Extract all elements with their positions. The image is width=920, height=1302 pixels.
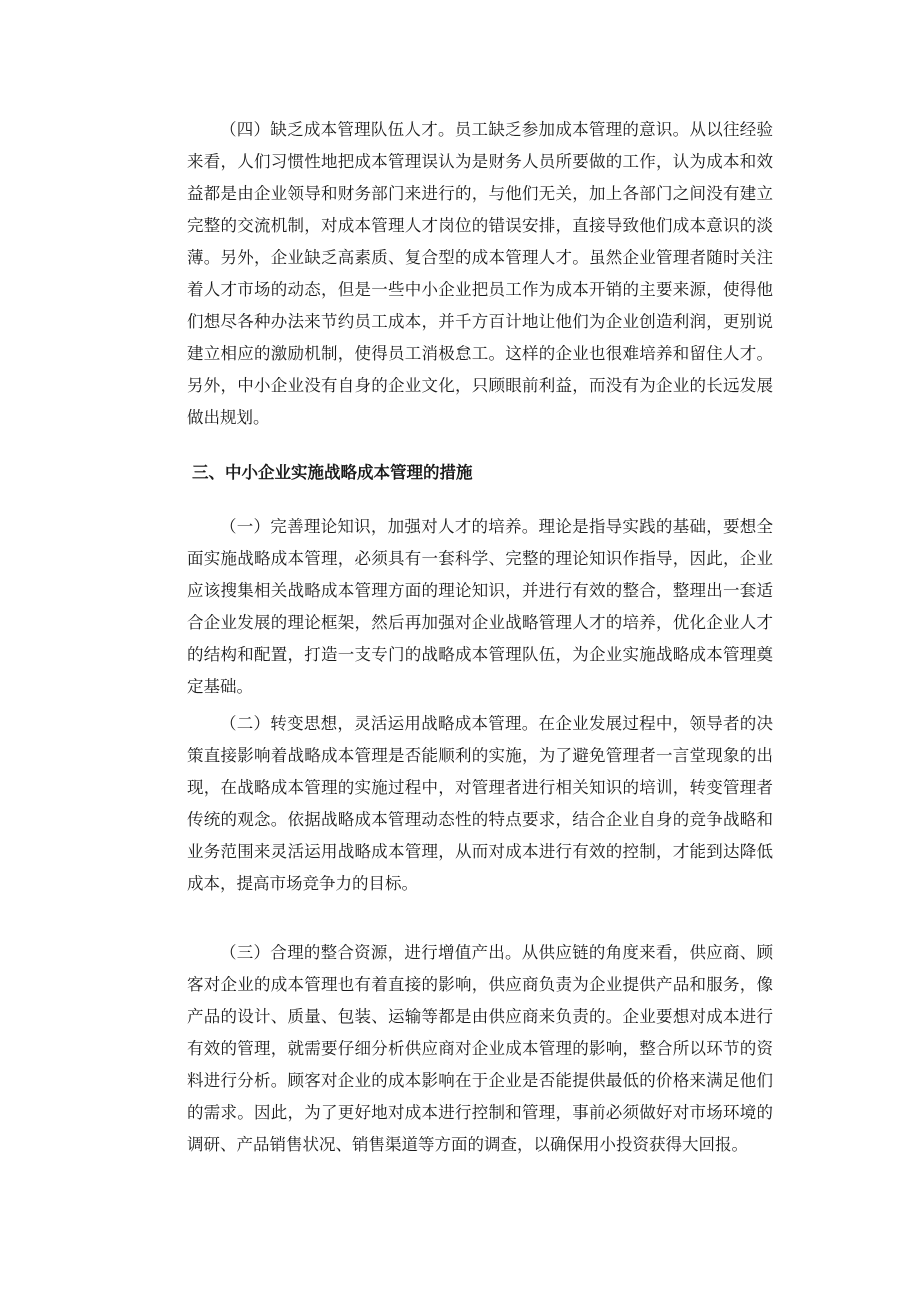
paragraph-cost-talent-shortage: （四）缺乏成本管理队伍人才。员工缺乏参加成本管理的意识。从以往经验来看，人们习惯性地把成本管理误认为是财务人员所要做的工作，认为成本和效益都是由企业领导和财务部门来进行的，与他们无关，加上各部门之间没有建立完整的交流机制，对成本管理人才岗位的错误安排，直接导致他们成本意识的淡薄。另外，企业缺乏高素质、复合型的成本管理人才。虽然企业管理者随时关注着人才市场的动态，但是一些中小企业把员工作为成本开销的主要来源，使得他们想尽各种办法来节约员工成本，并千方百计地让他们为企业创造利润，更别说建立相应的激励机制，使得员工消极怠工。这样的企业也很难培养和留住人才。另外，中小企业没有自身的企业文化，只顾眼前利益，而没有为企业的长远发展做出规划。 xyxy=(187,120,773,427)
paragraph-resource-integration: （三）合理的整合资源，进行增值产出。从供应链的角度来看，供应商、顾客对企业的成本管理也有着直接的影响，供应商负责为企业提供产品和服务，像产品的设计、质量、包装、运输等都是由供应商来负责的。企业要想对成本进行有效的管理，就需要仔细分析供应商对企业成本管理的影响，整合所以环节的资料进行分析。顾客对企业的成本影响在于企业是否能提供最低的价格来满足他们的需求。因此，为了更好地对成本进行控制和管理，事前必须做好对市场环境的调研、产品销售状况、销售渠道等方面的调查，以确保用小投资获得大回报。 xyxy=(187,943,773,1154)
section-heading: 三、中小企业实施战略成本管理的措施 xyxy=(192,463,473,482)
paragraph-strategy-thinking: （二）转变思想，灵活运用战略成本管理。在企业发展过程中，领导者的决策直接影响着战略成本管理是否能顺利的实施，为了避免管理者一言堂现象的出现，在战略成本管理的实施过程中，对管理者进行相关知识的培训，转变管理者传统的观念。依据战略成本管理动态性的特点要求，结合企业自身的竞争战略和业务范围来灵活运用战略成本管理，从而对成本进行有效的控制，才能到达降低成本，提高市场竞争力的目标。 xyxy=(187,714,773,893)
paragraph-theory-and-talent: （一）完善理论知识，加强对人才的培养。理论是指导实践的基础，要想全面实施战略成本管理，必须具有一套科学、完整的理论知识作指导，因此，企业应该搜集相关战略成本管理方面的理论知识，并进行有效的整合，整理出一套适合企业发展的理论框架，然后再加强对企业战略管理人才的培养，优化企业人才的结构和配置，打造一支专门的战略成本管理队伍，为企业实施战略成本管理奠定基础。 xyxy=(187,517,773,696)
